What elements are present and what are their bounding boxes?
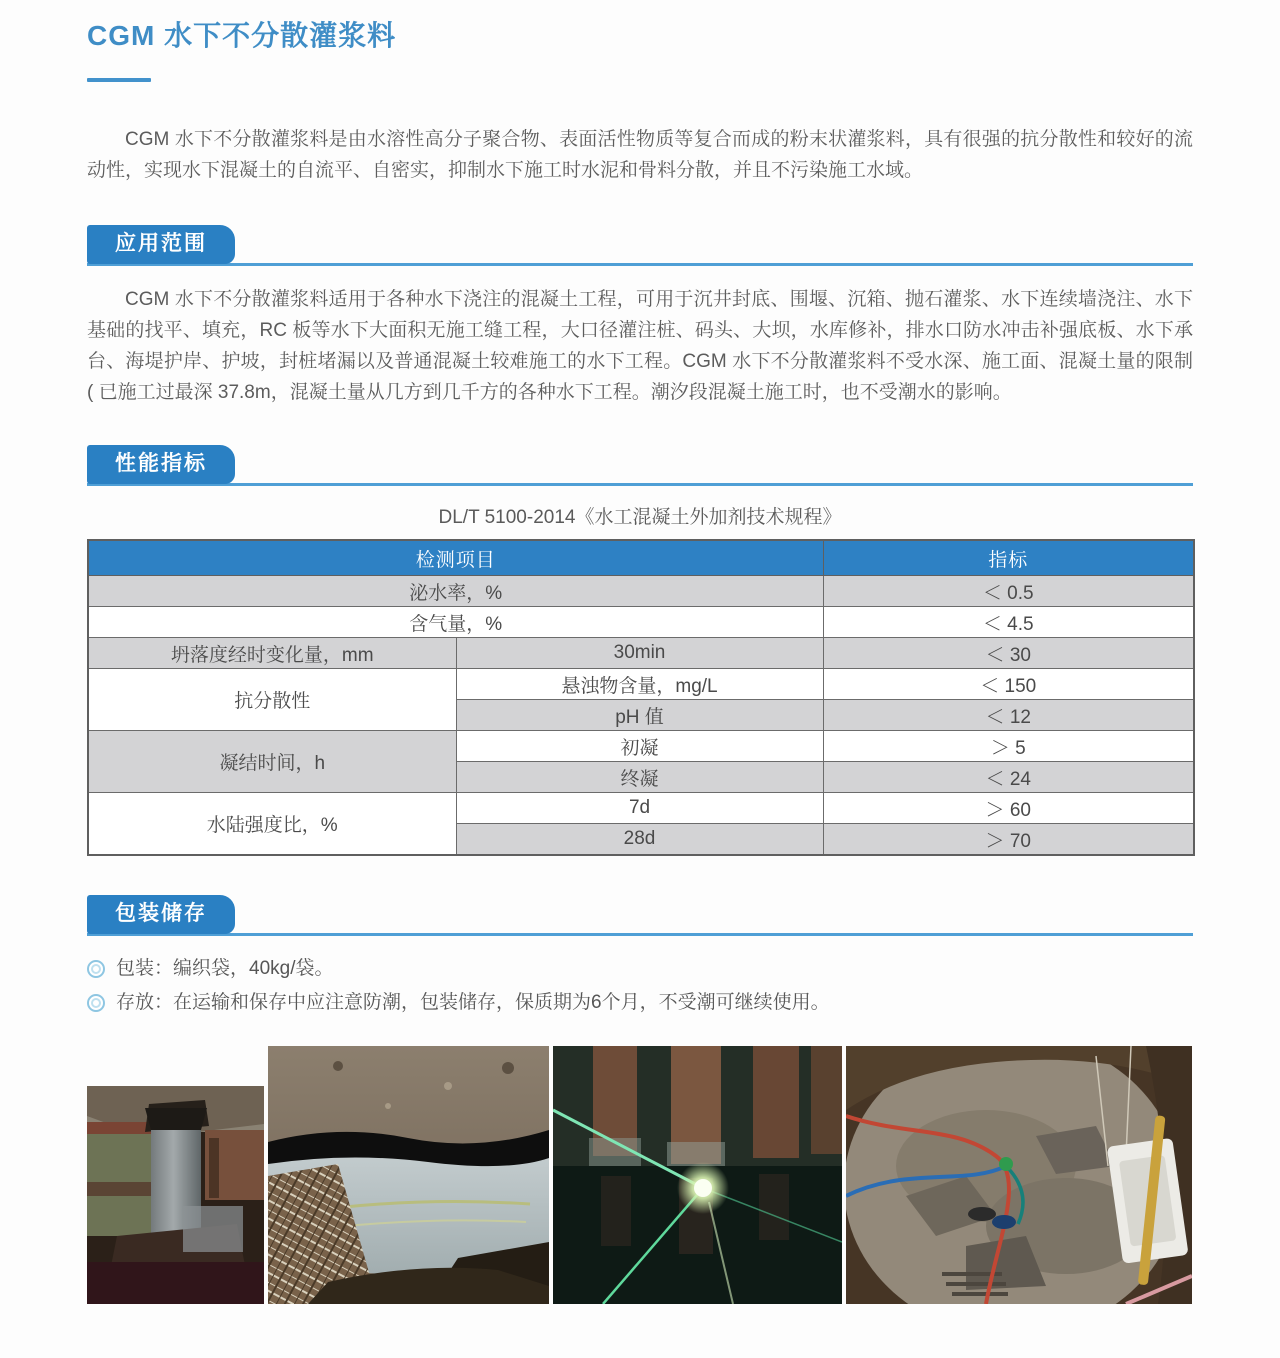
spec-table-cell: ＜ 12: [823, 700, 1194, 731]
packaging-bullet-text: 包装：编织袋，40kg/袋。: [116, 958, 334, 979]
night-underwater-pour-laser-photo: [553, 1046, 842, 1304]
spec-table-row: [88, 793, 1194, 824]
spec-table-row: [88, 669, 1194, 700]
spec-table-cell: 坍落度经时变化量，mm: [88, 638, 456, 669]
spec-table-cell: 终凝: [456, 762, 823, 793]
section-header-performance: [87, 444, 1193, 486]
site-photo-strip: [87, 1046, 1193, 1304]
spec-table-cell: 含气量，%: [88, 607, 823, 638]
spec-table-header-cell: 指标: [823, 540, 1194, 576]
spec-table-cell: pH 值: [456, 700, 823, 731]
spec-table-header-cell: 检测项目: [88, 540, 823, 576]
packaging-bullet-text: 存放：在运输和保存中应注意防潮，包装储存，保质期为6个月，不受潮可继续使用。: [116, 992, 830, 1013]
spec-table-cell: 28d: [456, 824, 823, 856]
ring-bullet-icon: [87, 960, 105, 978]
spec-table-cell: ＜ 24: [823, 762, 1194, 793]
section-header-packaging: [87, 894, 1193, 936]
spec-table-head-row: [88, 540, 1194, 576]
section-tab-packaging: 包装储存: [87, 895, 235, 934]
page-title: CGM 水下不分散灌浆料: [87, 20, 397, 51]
spec-table-cell: 悬浊物含量，mg/L: [456, 669, 823, 700]
spec-table-cell: 抗分散性: [88, 669, 456, 731]
caisson-bottom-sealing-photo: [846, 1046, 1192, 1304]
document-page: [87, 14, 1193, 1304]
performance-spec-table: [87, 539, 1195, 856]
spec-table-cell: ＜ 4.5: [823, 607, 1194, 638]
spec-table-cell: 初凝: [456, 731, 823, 762]
packaging-bullet-item: [87, 986, 1193, 1020]
spec-table-cell: 7d: [456, 793, 823, 824]
spec-table-row: [88, 731, 1194, 762]
spec-table-cell: 30min: [456, 638, 823, 669]
intro-paragraph: CGM 水下不分散灌浆料是由水溶性高分子聚合物、表面活性物质等复合而成的粉末状灌浆料，具有很强的抗分散性和较好的流动性，实现水下混凝土的自流平、自密实，抑制水下施工时水泥和骨料分散，并且不污染施工水域。: [87, 129, 1193, 181]
packaging-bullet-item: [87, 952, 1193, 986]
spec-table-cell: ＞ 60: [823, 793, 1194, 824]
section-tab-application: 应用范围: [87, 225, 235, 264]
spec-table-row: [88, 607, 1194, 638]
ring-bullet-icon: [87, 994, 105, 1012]
section-header-application: [87, 224, 1193, 266]
spec-table-cell: 泌水率，%: [88, 576, 823, 607]
spec-table-cell: ＜ 150: [823, 669, 1194, 700]
application-paragraph: CGM 水下不分散灌浆料适用于各种水下浇注的混凝土工程，可用于沉井封底、围堰、沉箱、抛石灌浆、水下连续墙浇注、水下基础的找平、填充，RC 板等水下大面积无施工缝工程，大口径灌注桩、码头、大坝，水库修补，排水口防水冲击补强底板、水下承台、海堤护岸、护坡，封桩堵漏以及普通混凝土较难施工的水下工程。CGM 水下不分散灌浆料不受水深、施工面、混凝土量的限制 ( 已施工过最深 37.8m，混凝土量从几方到几千方的各种水下工程。潮汐段混凝土施工时，也不受潮水的影响。: [87, 289, 1193, 403]
section-tab-performance: 性能指标: [87, 445, 235, 484]
spec-table-cell: ＜ 30: [823, 638, 1194, 669]
spec-table-cell: 凝结时间，h: [88, 731, 456, 793]
spec-table-row: [88, 576, 1194, 607]
pier-base-grout-collar-photo: [268, 1046, 549, 1304]
packaging-bullet-list: [87, 952, 1193, 1020]
spec-table-cell: 水陆强度比，%: [88, 793, 456, 856]
title-underline: [87, 78, 151, 82]
spec-table-cell: ＞ 5: [823, 731, 1194, 762]
spec-table-cell: ＜ 0.5: [823, 576, 1194, 607]
pier-column-formwork-photo: [87, 1086, 264, 1304]
standard-reference: DL/T 5100-2014《水工混凝土外加剂技术规程》: [438, 507, 842, 528]
spec-table-row: [88, 638, 1194, 669]
spec-table-cell: ＞ 70: [823, 824, 1194, 856]
